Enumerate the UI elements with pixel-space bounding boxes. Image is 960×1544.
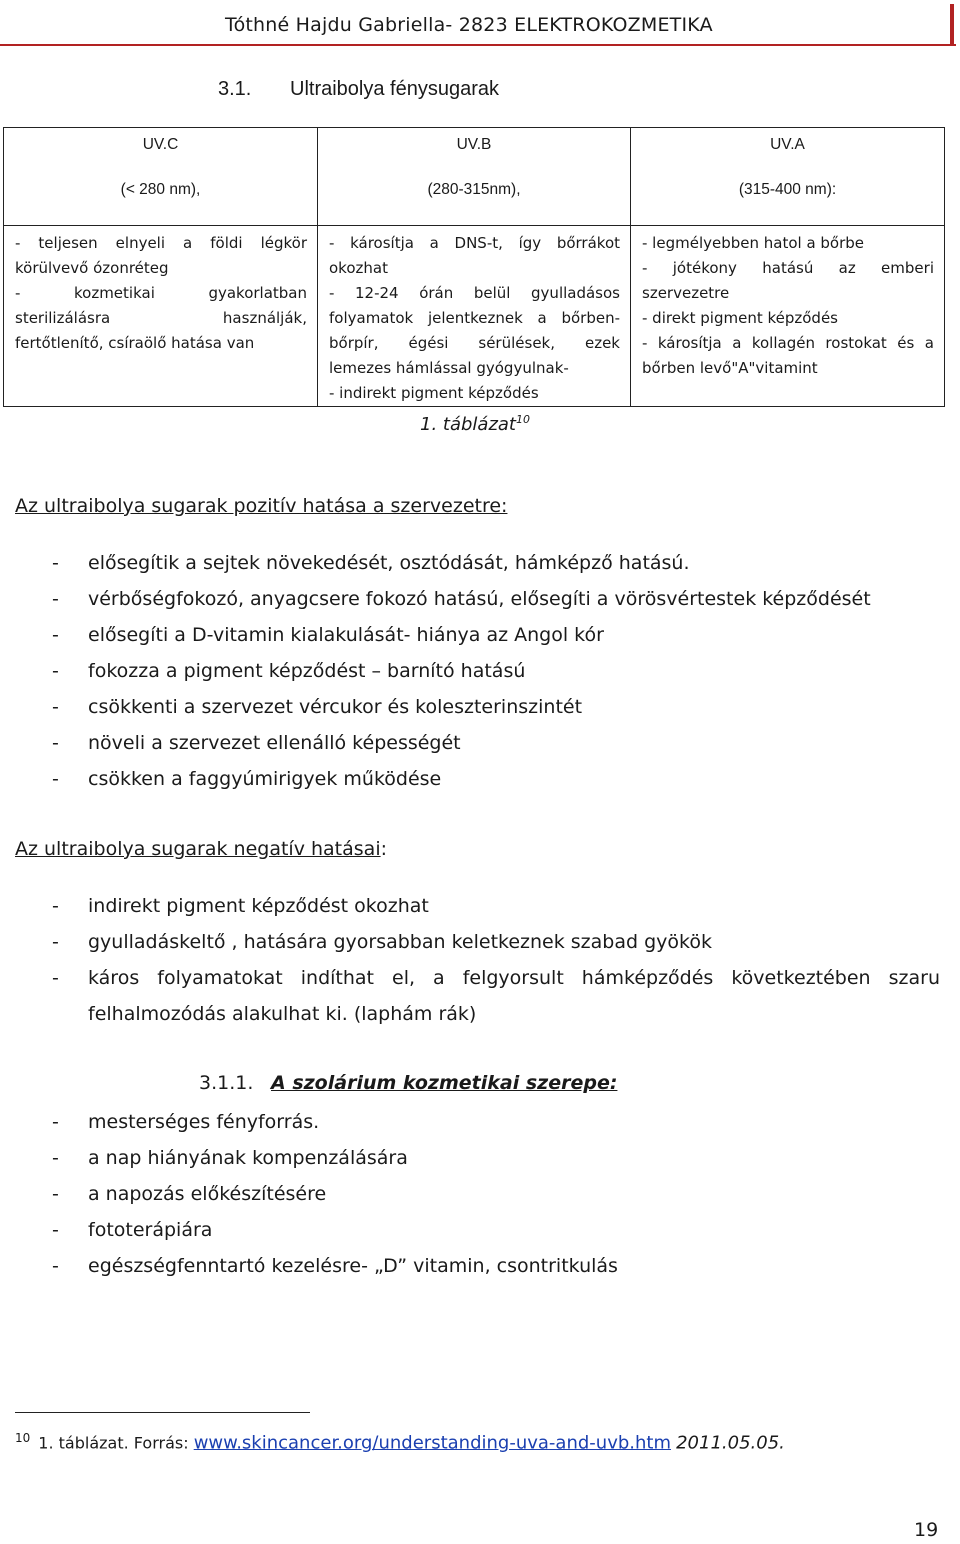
list-item — [52, 960, 940, 1032]
uvb-line: folyamatok jelentkeznek a bőrben- — [329, 309, 620, 327]
page-number: 19 — [914, 1519, 939, 1541]
list-item — [52, 1140, 940, 1176]
uva-line: szervezetre — [642, 284, 730, 302]
footnote-rule — [15, 1412, 310, 1413]
uvc-line: sterilizálásra használják, — [15, 309, 307, 327]
uvc-line: - teljesen elnyeli a földi légkör — [15, 234, 307, 252]
uvc-name: UV.C — [142, 136, 179, 153]
solarium-list — [52, 1104, 940, 1284]
list-item — [52, 1104, 940, 1140]
uva-effects — [631, 226, 945, 407]
list-item — [52, 581, 940, 617]
list-item-text: csökkenti a szervezet vércukor és koleszterinszintét — [88, 696, 583, 718]
section-number: 3.1. — [218, 78, 252, 100]
list-dash: - — [52, 588, 59, 610]
list-item — [52, 888, 940, 924]
list-item — [52, 924, 940, 960]
negative-list — [52, 888, 940, 1032]
uva-range: (315-400 nm): — [738, 181, 837, 198]
list-item-text: fototerápiára — [88, 1219, 213, 1241]
subsection-title-text: A szolárium kozmetikai szerepe: — [271, 1072, 618, 1094]
uvb-line: okozhat — [329, 259, 388, 277]
uv-table-header-row — [4, 128, 945, 226]
negative-heading-colon: : — [380, 838, 387, 860]
uvc-effects — [4, 226, 318, 407]
list-item — [52, 617, 940, 653]
uvb-line: bőrpír, égési sérülések, ezek — [329, 334, 620, 352]
list-dash: - — [52, 552, 59, 574]
list-dash: - — [52, 696, 59, 718]
list-dash: - — [52, 732, 59, 754]
list-dash: - — [52, 1183, 59, 1205]
list-item-text: fokozza a pigment képződést – barnító hatású — [88, 660, 526, 682]
list-item-text: vérbőségfokozó, anyagcsere fokozó hatású, elősegíti a vörösvértestek képződését — [88, 588, 871, 610]
list-item-text: gyulladáskeltő , hatására gyorsabban keletkeznek szabad gyökök — [88, 931, 712, 953]
list-item-text: káros folyamatokat indíthat el, a felgyorsult hámképződés következtében szaru felhalmozódás alakulhat ki. (laphám rák) — [88, 967, 940, 1025]
negative-heading-text: Az ultraibolya sugarak negatív hatásai — [15, 838, 381, 860]
uvc-line: - kozmetikai gyakorlatban — [15, 284, 307, 302]
uvb-range: (280-315nm), — [427, 181, 521, 198]
table-caption-ref: 10 — [515, 413, 530, 426]
header-rule-end — [950, 4, 954, 44]
uvc-header — [4, 128, 318, 226]
uvb-line: lemezes hámlással gyógyulnak- — [329, 359, 569, 377]
uvc-line: fertőtlenítő, csíraölő hatása van — [15, 334, 255, 352]
list-item — [52, 725, 940, 761]
footnote-number: 10 — [15, 1431, 31, 1445]
list-item-text: a napozás előkészítésére — [88, 1183, 327, 1205]
uv-table — [3, 127, 945, 407]
uvb-header — [318, 128, 631, 226]
uvb-line: - indirekt pigment képződés — [329, 384, 539, 402]
uva-name: UV.A — [770, 136, 805, 153]
uvb-line: - károsítja a DNS-t, így bőrrákot — [329, 234, 620, 252]
list-dash: - — [52, 1219, 59, 1241]
list-dash: - — [52, 931, 59, 953]
list-item-text: elősegítik a sejtek növekedését, osztódását, hámképző hatású. — [88, 552, 690, 574]
list-item-text: egészségfenntartó kezelésre- „D” vitamin, csontritkulás — [88, 1255, 618, 1277]
list-item — [52, 761, 940, 797]
table-caption-text: 1. táblázat — [420, 414, 516, 435]
list-dash: - — [52, 660, 59, 682]
list-dash: - — [52, 1147, 59, 1169]
footnote — [15, 1431, 785, 1453]
list-item-text: növeli a szervezet ellenálló képességét — [88, 732, 461, 754]
list-item — [52, 689, 940, 725]
uva-line: - károsítja a kollagén rostokat és a — [642, 334, 934, 352]
list-item-text: a nap hiányának kompenzálására — [88, 1147, 408, 1169]
footnote-link[interactable]: www.skincancer.org/understanding-uva-and-uvb.htm — [193, 1432, 671, 1454]
uvb-line: - 12-24 órán belül gyulladásos — [329, 284, 620, 302]
uvb-effects — [318, 226, 631, 407]
uvc-range: (< 280 nm), — [120, 181, 201, 198]
list-dash: - — [52, 624, 59, 646]
uva-line: - jótékony hatású az emberi — [642, 259, 934, 277]
list-item-text: elősegíti a D-vitamin kialakulását- hiánya az Angol kór — [88, 624, 604, 646]
uv-table-body-row — [4, 226, 945, 407]
list-dash: - — [52, 895, 59, 917]
section-title-text: Ultraibolya fénysugarak — [290, 78, 499, 100]
uva-line: bőrben levő"A"vitamint — [642, 359, 818, 377]
list-item — [52, 653, 940, 689]
list-dash: - — [52, 967, 59, 989]
list-item-text: csökken a faggyúmirigyek működése — [88, 768, 442, 790]
list-dash: - — [52, 768, 59, 790]
list-item — [52, 545, 940, 581]
list-item-text: mesterséges fényforrás. — [88, 1111, 320, 1133]
section-title — [218, 78, 499, 101]
list-item-text: indirekt pigment képződést okozhat — [88, 895, 429, 917]
list-dash: - — [52, 1111, 59, 1133]
uva-line: - direkt pigment képződés — [642, 309, 838, 327]
positive-heading: Az ultraibolya sugarak pozitív hatása a szervezetre: — [15, 495, 508, 517]
uva-line: - legmélyebben hatol a bőrbe — [642, 234, 865, 252]
list-dash: - — [52, 1255, 59, 1277]
list-item — [52, 1212, 940, 1248]
header-rule — [0, 44, 956, 46]
running-header: Tóthné Hajdu Gabriella- 2823 ELEKTROKOZMETIKA — [225, 14, 713, 36]
footnote-text: 1. táblázat. Forrás: — [38, 1433, 189, 1453]
subsection-title — [199, 1072, 617, 1094]
positive-list — [52, 545, 940, 797]
table-caption — [420, 413, 530, 435]
uvb-name: UV.B — [456, 136, 492, 153]
footnote-date: 2011.05.05. — [676, 1432, 785, 1454]
subsection-number: 3.1.1. — [199, 1072, 254, 1094]
negative-heading — [15, 838, 387, 860]
uvc-line: körülvevő ózonréteg — [15, 259, 169, 277]
uva-header — [631, 128, 945, 226]
list-item — [52, 1248, 940, 1284]
list-item — [52, 1176, 940, 1212]
